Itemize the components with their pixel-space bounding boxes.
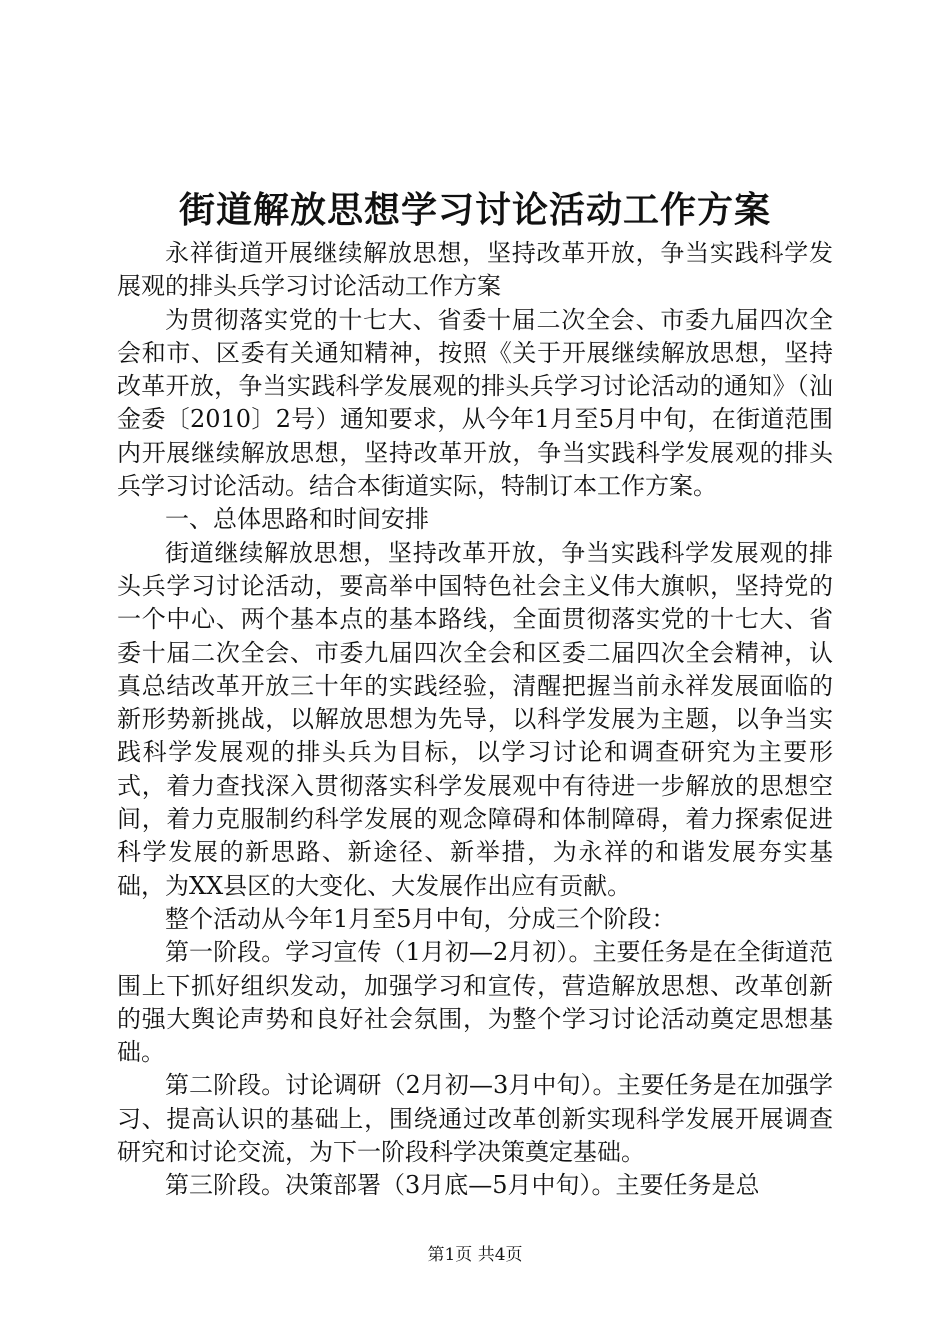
paragraph-overall-approach: 街道继续解放思想，坚持改革开放，争当实践科学发展观的排头兵学习讨论活动，要高举中国特色社会主义伟大旗帜，坚持党的一个中心、两个基本点的基本路线，全面贯彻落实党的十七大、省委十届二次全会、市委九届四次全会和区委二届四次全会精神，认真总结改革开放三十年的实践经验，清醒把握当前永祥发展面临的新形势新挑战，以解放思想为先导，以科学发展为主题，以争当实践科学发展观的排头兵为目标，以学习讨论和调查研究为主要形式，着力查找深入贯彻落实科学发展观中有待进一步解放的思想空间，着力克服制约科学发展的观念障碍和体制障碍，着力探索促进科学发展的新思路、新途径、新举措，为永祥的和谐发展夯实基础，为XX县区的大变化、大发展作出应有贡献。 [117,538,833,900]
page-number-footer: 第1页 共4页 [427,1245,523,1265]
section-heading-overall: 一、总体思路和时间安排 [165,505,429,534]
paragraph-purpose: 为贯彻落实党的十七大、省委十届二次全会、市委九届四次全会和市、区委有关通知精神，按照《关于开展继续解放思想，坚持改革开放，争当实践科学发展观的排头兵学习讨论活动的通知》（汕金委〔2010〕2号）通知要求，从今年1月至5月中旬，在街道范围内开展继续解放思想，坚持改革开放，争当实践科学发展观的排头兵学习讨论活动。结合本街道实际，特制订本工作方案。 [117,305,833,501]
paragraph-stage-one: 第一阶段。学习宣传（1月初—2月初）。主要任务是在全街道范围上下抓好组织发动，加强学习和宣传，营造解放思想、改革创新的强大舆论声势和良好社会氛围，为整个学习讨论活动奠定思想基础。 [117,938,833,1067]
document-body [117,237,833,1203]
paragraph-stage-three: 第三阶段。决策部署（3月底—5月中旬）。主要任务是总 [165,1171,760,1200]
paragraph-stage-two: 第二阶段。讨论调研（2月初—3月中旬）。主要任务是在加强学习、提高认识的基础上，围绕通过改革创新实现科学发展开展调查研究和讨论交流，为下一阶段科学决策奠定基础。 [117,1071,833,1167]
paragraph-stages-intro: 整个活动从今年1月至5月中旬，分成三个阶段： [165,904,676,933]
document-title: 街道解放思想学习讨论活动工作方案 [178,189,771,231]
paragraph-intro-title: 永祥街道开展继续解放思想，坚持改革开放，争当实践科学发展观的排头兵学习讨论活动工作方案 [117,239,833,301]
